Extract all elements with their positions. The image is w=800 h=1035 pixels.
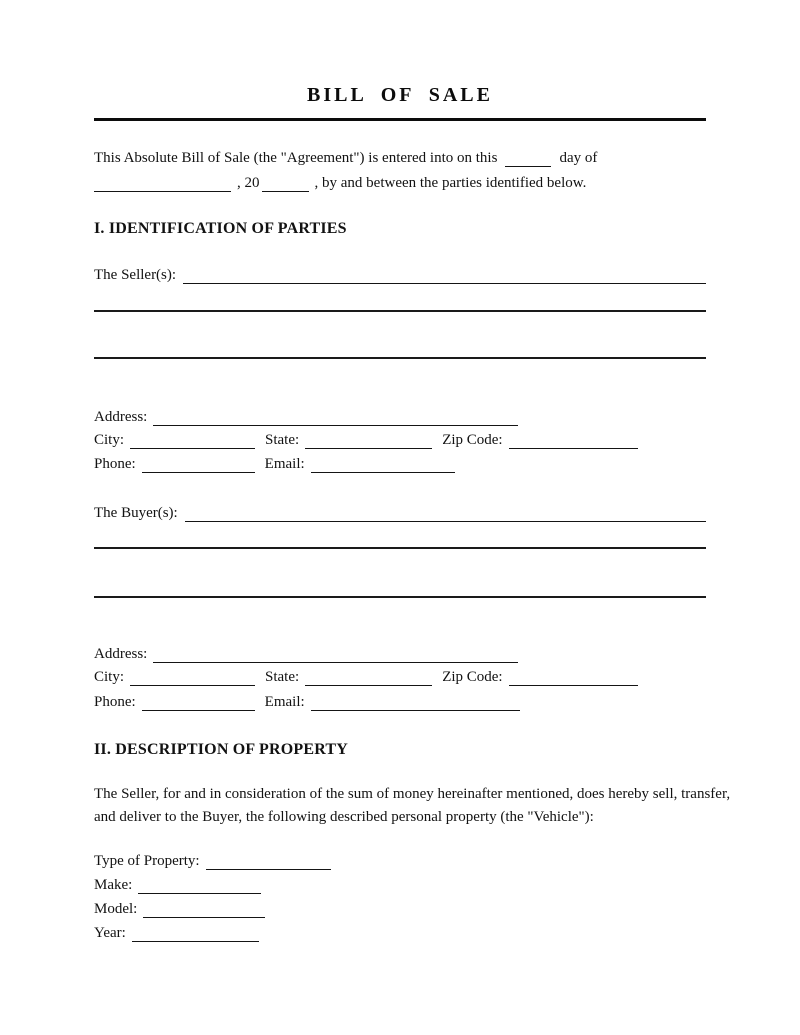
vehicle-type-field[interactable] bbox=[206, 867, 331, 870]
vehicle-year-label: Year: bbox=[94, 925, 126, 941]
buyer-zip-field[interactable] bbox=[509, 683, 638, 686]
title-divider bbox=[94, 118, 706, 121]
seller-name-line-3[interactable] bbox=[94, 357, 706, 359]
month-blank-field[interactable] bbox=[94, 189, 231, 192]
seller-name-row bbox=[94, 264, 706, 286]
intro-line-1-text: This Absolute Bill of Sale (the "Agreement") is entered into on this bbox=[94, 150, 498, 166]
seller-state-field[interactable] bbox=[305, 446, 432, 449]
seller-name-line-2[interactable] bbox=[94, 310, 706, 312]
seller-city-row bbox=[94, 430, 734, 451]
seller-address-label: Address: bbox=[94, 409, 148, 425]
buyer-address-field[interactable] bbox=[153, 660, 518, 663]
buyer-phone-row bbox=[94, 692, 734, 713]
buyer-label: The Buyer(s): bbox=[94, 505, 178, 521]
buyer-state-label: State: bbox=[265, 669, 300, 685]
vehicle-type-row bbox=[94, 851, 734, 872]
intro-line-1-tail: day of bbox=[559, 150, 598, 166]
buyer-phone-label: Phone: bbox=[94, 694, 136, 710]
vehicle-year-row bbox=[94, 923, 734, 944]
section-1-heading: I. IDENTIFICATION OF PARTIES bbox=[94, 220, 347, 237]
seller-name-field[interactable] bbox=[183, 283, 706, 284]
buyer-name-row bbox=[94, 502, 706, 524]
vehicle-make-label: Make: bbox=[94, 877, 133, 893]
day-blank-field[interactable] bbox=[505, 164, 551, 167]
buyer-email-field[interactable] bbox=[311, 708, 520, 711]
buyer-zip-label: Zip Code: bbox=[442, 669, 503, 685]
buyer-email-label: Email: bbox=[264, 694, 305, 710]
buyer-state-field[interactable] bbox=[305, 683, 432, 686]
buyer-city-field[interactable] bbox=[130, 683, 255, 686]
buyer-city-label: City: bbox=[94, 669, 125, 685]
buyer-address-label: Address: bbox=[94, 646, 148, 662]
seller-zip-label: Zip Code: bbox=[442, 432, 503, 448]
buyer-name-line-3[interactable] bbox=[94, 596, 706, 598]
seller-address-row bbox=[94, 407, 734, 428]
buyer-name-field[interactable] bbox=[185, 521, 706, 522]
seller-label: The Seller(s): bbox=[94, 267, 177, 283]
document-title: BILL OF SALE bbox=[307, 84, 493, 106]
vehicle-make-field[interactable] bbox=[138, 891, 261, 894]
buyer-name-line-2[interactable] bbox=[94, 547, 706, 549]
intro-line-2 bbox=[94, 173, 734, 194]
seller-state-label: State: bbox=[265, 432, 300, 448]
buyer-address-row bbox=[94, 644, 734, 665]
intro-year-prefix: , 20 bbox=[237, 175, 260, 191]
seller-phone-label: Phone: bbox=[94, 456, 136, 472]
intro-line-1 bbox=[94, 148, 734, 169]
vehicle-model-row bbox=[94, 899, 734, 920]
vehicle-type-label: Type of Property: bbox=[94, 853, 200, 869]
vehicle-year-field[interactable] bbox=[132, 939, 259, 942]
vehicle-model-field[interactable] bbox=[143, 915, 265, 918]
buyer-phone-field[interactable] bbox=[142, 708, 255, 711]
seller-email-field[interactable] bbox=[311, 470, 455, 473]
section-2-heading: II. DESCRIPTION OF PROPERTY bbox=[94, 741, 349, 758]
property-paragraph-line-2: and deliver to the Buyer, the following described personal property (the "Vehicle"): bbox=[94, 809, 594, 825]
seller-city-label: City: bbox=[94, 432, 125, 448]
seller-phone-row bbox=[94, 454, 734, 475]
seller-phone-field[interactable] bbox=[142, 470, 255, 473]
vehicle-make-row bbox=[94, 875, 734, 896]
property-paragraph-line-1: The Seller, for and in consideration of the sum of money hereinafter mentioned, does hereby sell, transfer, bbox=[94, 786, 731, 802]
buyer-city-row bbox=[94, 667, 734, 688]
seller-email-label: Email: bbox=[264, 456, 305, 472]
year-blank-field[interactable] bbox=[262, 189, 309, 192]
seller-zip-field[interactable] bbox=[509, 446, 638, 449]
seller-city-field[interactable] bbox=[130, 446, 255, 449]
intro-line-2-tail: , by and between the parties identified below. bbox=[314, 175, 587, 191]
vehicle-model-label: Model: bbox=[94, 901, 138, 917]
seller-address-field[interactable] bbox=[153, 423, 518, 426]
